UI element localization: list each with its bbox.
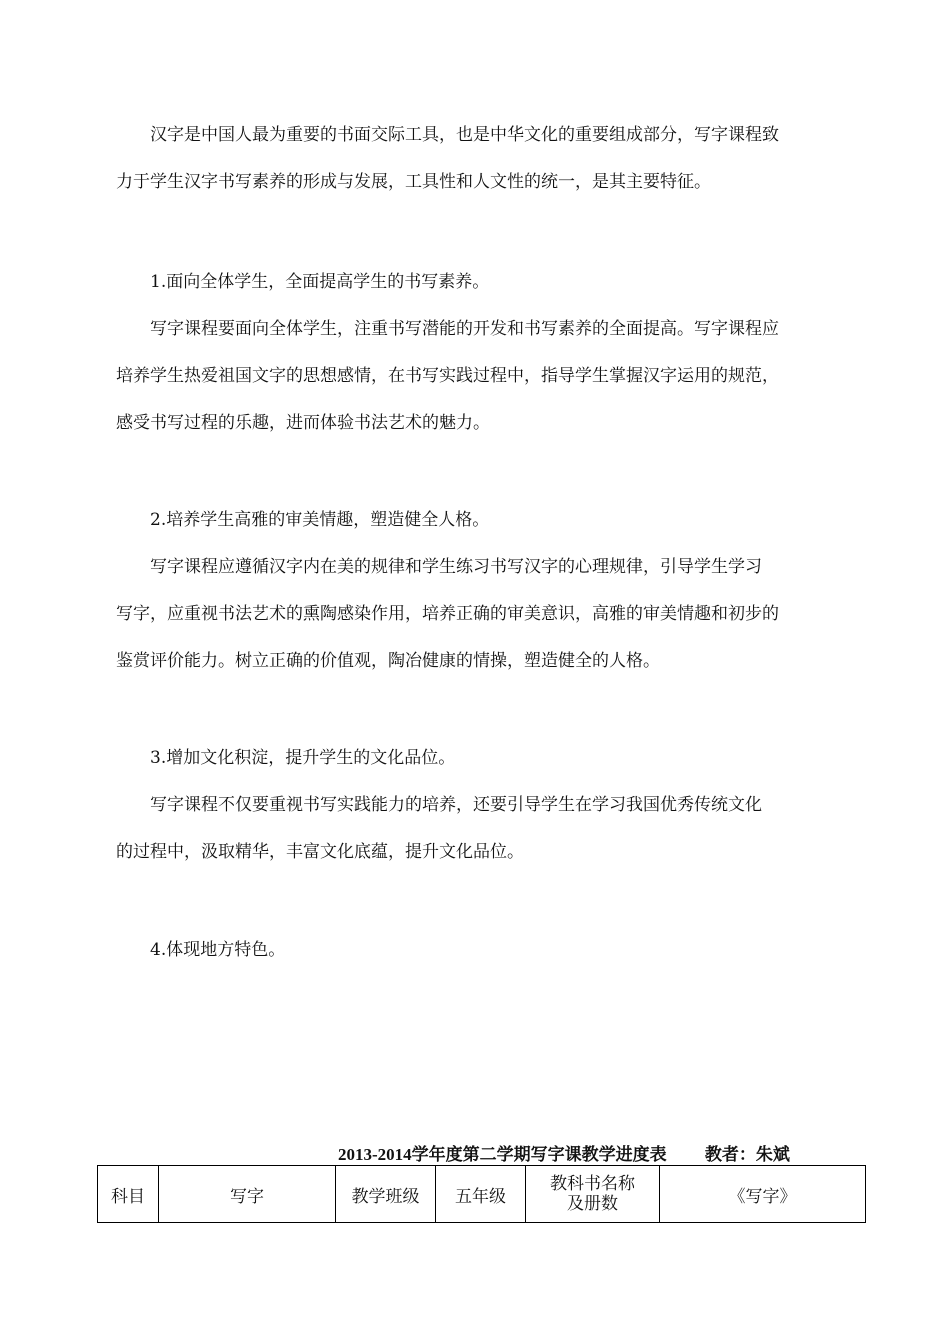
intro-line: 力于学生汉字书写素养的形成与发展，工具性和人文性的统一，是其主要特征。 xyxy=(116,172,711,192)
progress-table xyxy=(97,1165,866,1223)
section-heading-4: 4.体现地方特色。 xyxy=(150,940,286,960)
textbook-label-line2: 及册数 xyxy=(567,1194,618,1214)
section-3-body xyxy=(116,782,854,876)
table-title xyxy=(338,1140,790,1165)
intro-line: 汉字是中国人最为重要的书面交际工具，也是中华文化的重要组成部分，写字课程致 xyxy=(150,125,779,145)
table-row xyxy=(98,1166,866,1223)
class-label-cell: 教学班级 xyxy=(336,1166,436,1223)
body-line: 感受书写过程的乐趣，进而体验书法艺术的魅力。 xyxy=(116,413,490,433)
textbook-label-line1: 教科书名称 xyxy=(550,1174,635,1194)
intro-paragraph xyxy=(116,112,854,206)
body-line: 写字课程要面向全体学生，注重书写潜能的开发和书写素养的全面提高。写字课程应 xyxy=(150,319,779,339)
body-line: 写字，应重视书法艺术的熏陶感染作用，培养正确的审美意识，高雅的审美情趣和初步的 xyxy=(116,604,779,624)
class-value-cell: 五年级 xyxy=(436,1166,526,1223)
section-heading-3: 3.增加文化积淀，提升学生的文化品位。 xyxy=(150,748,456,768)
body-line: 鉴赏评价能力。树立正确的价值观，陶冶健康的情操，塑造健全的人格。 xyxy=(116,651,660,671)
table-title-text: 2013-2014学年度第二学期写字课教学进度表 xyxy=(338,1145,667,1164)
body-line: 写字课程应遵循汉字内在美的规律和学生练习书写汉字的心理规律，引导学生学习 xyxy=(150,557,762,577)
textbook-label-cell xyxy=(526,1166,660,1223)
section-2-body xyxy=(116,544,854,685)
textbook-value-cell: 《写字》 xyxy=(660,1166,866,1223)
subject-label-cell: 科目 xyxy=(98,1166,159,1223)
body-line: 的过程中，汲取精华，丰富文化底蕴，提升文化品位。 xyxy=(116,842,524,862)
section-1-body xyxy=(116,306,854,447)
body-line: 写字课程不仅要重视书写实践能力的培养，还要引导学生在学习我国优秀传统文化 xyxy=(150,795,762,815)
teacher-label: 教者：朱斌 xyxy=(704,1145,790,1164)
body-line: 培养学生热爱祖国文字的思想感情，在书写实践过程中，指导学生掌握汉字运用的规范， xyxy=(116,366,779,386)
subject-value-cell: 写字 xyxy=(159,1166,336,1223)
section-heading-2: 2.培养学生高雅的审美情趣，塑造健全人格。 xyxy=(150,510,490,530)
section-heading-1: 1.面向全体学生，全面提高学生的书写素养。 xyxy=(150,272,490,292)
